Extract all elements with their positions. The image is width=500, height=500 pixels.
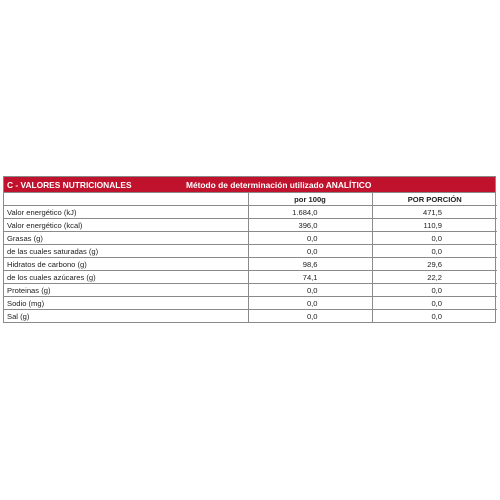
table-row bbox=[4, 258, 497, 271]
method-text: Método de determinación utilizado ANALÍTICO bbox=[186, 179, 372, 190]
row-label: Valor energético (kJ) bbox=[4, 206, 248, 219]
table-row bbox=[4, 284, 497, 297]
row-value-per-100g: 0,0 bbox=[248, 297, 372, 310]
column-header-label bbox=[4, 193, 248, 206]
table-row bbox=[4, 310, 497, 323]
row-value-per-100g: 396,0 bbox=[248, 219, 372, 232]
row-value-per-100g: 74,1 bbox=[248, 271, 372, 284]
row-value-per-portion: 471,5 bbox=[372, 206, 497, 219]
table-row bbox=[4, 232, 497, 245]
row-value-per-100g: 0,0 bbox=[248, 310, 372, 323]
row-value-per-portion: 110,9 bbox=[372, 219, 497, 232]
table-row bbox=[4, 206, 497, 219]
row-value-per-portion: 0,0 bbox=[372, 310, 497, 323]
column-header-row bbox=[4, 193, 497, 206]
row-value-per-100g: 0,0 bbox=[248, 232, 372, 245]
row-label: Proteinas (g) bbox=[4, 284, 248, 297]
row-value-per-100g: 0,0 bbox=[248, 245, 372, 258]
row-value-per-100g: 1.684,0 bbox=[248, 206, 372, 219]
row-value-per-portion: 0,0 bbox=[372, 297, 497, 310]
row-label: Valor energético (kcal) bbox=[4, 219, 248, 232]
row-label: Sal (g) bbox=[4, 310, 248, 323]
table-row bbox=[4, 219, 497, 232]
column-header-per-portion: POR PORCIÓN bbox=[372, 193, 497, 206]
nutrition-grid bbox=[4, 193, 497, 322]
table-row bbox=[4, 297, 497, 310]
row-label: de los cuales azúcares (g) bbox=[4, 271, 248, 284]
row-label: de las cuales saturadas (g) bbox=[4, 245, 248, 258]
section-title: C - VALORES NUTRICIONALES bbox=[7, 179, 132, 190]
row-value-per-100g: 98,6 bbox=[248, 258, 372, 271]
table-row bbox=[4, 245, 497, 258]
row-value-per-portion: 0,0 bbox=[372, 245, 497, 258]
table-row bbox=[4, 271, 497, 284]
row-value-per-portion: 0,0 bbox=[372, 232, 497, 245]
row-value-per-100g: 0,0 bbox=[248, 284, 372, 297]
row-value-per-portion: 22,2 bbox=[372, 271, 497, 284]
nutrition-table bbox=[3, 176, 496, 323]
row-label: Sodio (mg) bbox=[4, 297, 248, 310]
row-label: Grasas (g) bbox=[4, 232, 248, 245]
row-value-per-portion: 0,0 bbox=[372, 284, 497, 297]
row-label: Hidratos de carbono (g) bbox=[4, 258, 248, 271]
column-header-per-100g: por 100g bbox=[248, 193, 372, 206]
nutrition-header-bar bbox=[4, 177, 495, 193]
row-value-per-portion: 29,6 bbox=[372, 258, 497, 271]
